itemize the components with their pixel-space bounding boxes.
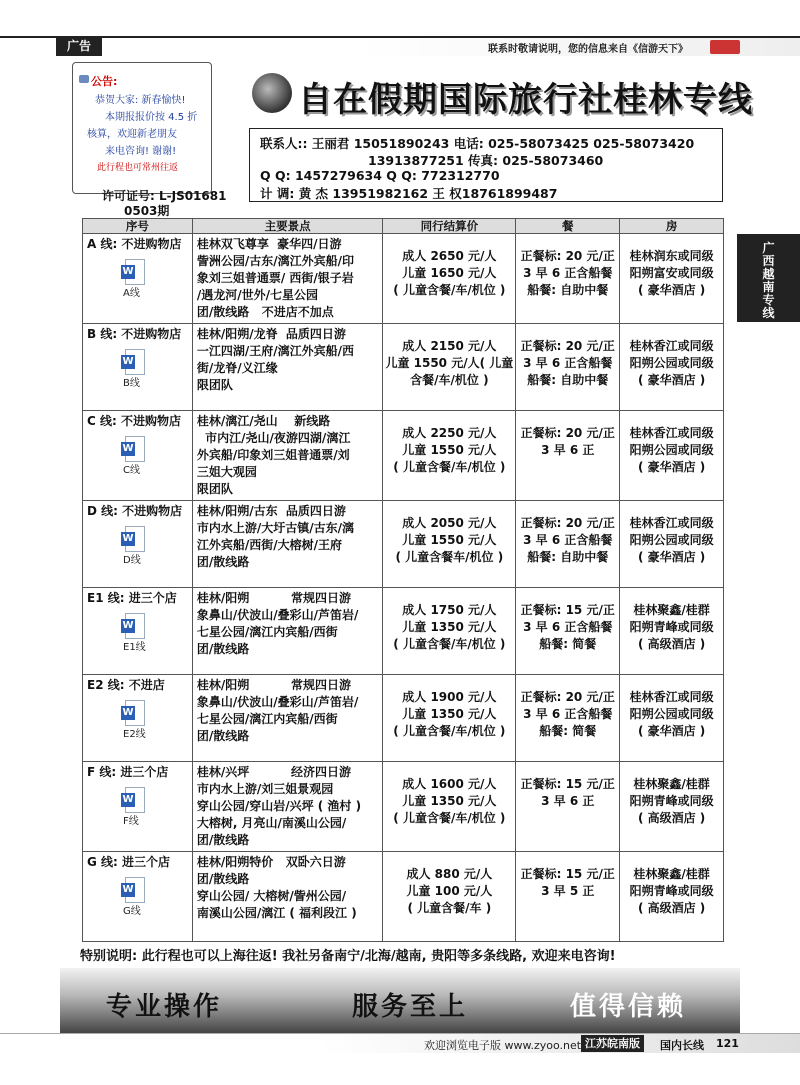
side-tab-char: 南 — [762, 280, 775, 294]
spots-line: 团/散线路 — [196, 729, 250, 743]
meal-line: 船餐: 自助中餐 — [527, 550, 609, 564]
price-line: ( 儿童含餐/车 ) — [407, 901, 492, 915]
table-row — [83, 852, 724, 942]
website-link[interactable]: 欢迎浏览电子版 www.zyoo.net — [424, 1039, 582, 1052]
route-name: A 线: 不进购物店 — [87, 237, 182, 251]
route-cell — [83, 501, 193, 588]
room-cell — [620, 852, 724, 942]
footer-bar — [0, 1033, 800, 1053]
room-cell — [620, 762, 724, 852]
side-tab-char: 广 — [762, 241, 775, 255]
price-line: 含餐/车/机位 ) — [410, 373, 489, 387]
spots-line: 市内水上游/大圩古镇/古东/漓 — [196, 521, 354, 535]
word-document-icon[interactable]: W — [121, 613, 145, 639]
room-line: 阳朔青峰或同级 — [629, 884, 714, 898]
notice-line: 恭贺大家: 新春愉快! — [95, 95, 186, 106]
notice-footer: 此行程也可常州往返 — [97, 163, 179, 173]
spots-line: 七星公园/漓江内宾船/西街 — [196, 625, 338, 639]
spots-line: 三姐大观园 — [196, 465, 257, 479]
price-line: 儿童 1550 元/人 — [402, 443, 497, 457]
room-line: 桂林香江或同级 — [629, 339, 714, 353]
room-line: ( 高级酒店 ) — [637, 811, 706, 825]
meal-line: 正餐标: 20 元/正 — [520, 426, 615, 440]
price-cell — [383, 852, 516, 942]
spots-line: 桂林/漓江/尧山 新线路 — [196, 414, 331, 428]
meal-line: 正餐标: 15 元/正 — [520, 603, 615, 617]
top-bar — [0, 36, 800, 56]
route-cell — [83, 588, 193, 675]
room-cell — [620, 234, 724, 324]
attachment-filename[interactable]: D线 — [123, 555, 141, 566]
price-line: ( 儿童含餐/车/机位 ) — [393, 460, 506, 474]
spots-line: 桂林/阳朔/龙脊 品质四日游 — [196, 327, 346, 341]
magazine-logo-icon — [710, 40, 740, 54]
slogan: 服务至上 — [352, 992, 469, 1022]
notice-title: 公告: — [91, 75, 118, 88]
word-document-icon[interactable]: W — [121, 787, 145, 813]
slogan: 值得信赖 — [570, 992, 687, 1022]
ad-tag: 广告 — [56, 36, 102, 56]
room-line: 桂林聚鑫/桂群 — [633, 777, 710, 791]
spots-line: /遇龙河/世外/七星公园 — [196, 288, 318, 302]
route-cell — [83, 852, 193, 942]
room-line: ( 豪华酒店 ) — [637, 460, 706, 474]
meal-line: 正餐标: 15 元/正 — [520, 777, 615, 791]
side-tab-char: 越 — [762, 267, 775, 281]
route-name: C 线: 不进购物店 — [87, 414, 181, 428]
special-note: 特别说明: 此行程也可以上海往返! 我社另备南宁/北海/越南, 贵阳等多条线路, 欢迎来电咨询! — [80, 949, 616, 964]
meal-line: 3 早 6 正含船餐 — [523, 620, 613, 634]
attachment-filename[interactable]: F线 — [123, 816, 139, 827]
room-line: 阳朔公园或同级 — [629, 356, 714, 370]
spots-line: 团/散线路 — [196, 872, 250, 886]
room-line: 桂林香江或同级 — [629, 690, 714, 704]
spots-line: 訾洲公园/古东/漓江外宾船/印 — [196, 254, 354, 268]
spots-line: 桂林/阳朔/古东 品质四日游 — [196, 504, 346, 518]
meal-cell — [516, 324, 620, 411]
room-cell — [620, 411, 724, 501]
route-cell — [83, 762, 193, 852]
side-tab-char: 专 — [762, 293, 775, 307]
spots-line: 桂林/阳朔特价 双卧六日游 — [196, 855, 346, 869]
route-cell — [83, 675, 193, 762]
room-line: 阳朔公园或同级 — [629, 707, 714, 721]
spots-line: 团/散线路 — [196, 833, 250, 847]
room-line: ( 豪华酒店 ) — [637, 283, 706, 297]
room-cell — [620, 588, 724, 675]
agency-title: 自在假期国际旅行社桂林专线 — [298, 80, 753, 120]
meal-cell — [516, 675, 620, 762]
meal-line: 3 早 6 正含船餐 — [523, 356, 613, 370]
price-line: 儿童 100 元/人 — [406, 884, 493, 898]
globe-logo-icon — [252, 73, 292, 113]
room-line: 阳朔公园或同级 — [629, 533, 714, 547]
spots-cell — [192, 675, 383, 762]
room-line: 桂林香江或同级 — [629, 516, 714, 530]
attachment-filename[interactable]: C线 — [123, 465, 140, 476]
price-line: ( 儿童含餐/车/机位 ) — [393, 811, 506, 825]
table-header-row — [83, 219, 724, 234]
meal-cell — [516, 411, 620, 501]
meal-line: 正餐标: 20 元/正 — [520, 339, 615, 353]
price-line: ( 儿童含餐/车/机位 ) — [393, 283, 506, 297]
spots-line: 团/散线路 — [196, 555, 250, 569]
meal-line: 正餐标: 15 元/正 — [520, 867, 615, 881]
route-cell — [83, 324, 193, 411]
meal-line: 3 早 6 正含船餐 — [523, 266, 613, 280]
spots-cell — [192, 762, 383, 852]
room-line: ( 豪华酒店 ) — [637, 550, 706, 564]
header-meal: 餐 — [516, 219, 620, 234]
license-number — [102, 189, 226, 219]
spots-cell — [192, 852, 383, 942]
notice-line: 来电咨询! 谢谢! — [105, 146, 177, 157]
price-line: 成人 2650 元/人 — [402, 249, 497, 263]
spots-line: 象刘三姐普通票/ 西街/银子岩 — [196, 271, 354, 285]
route-name: D 线: 不进购物店 — [87, 504, 183, 518]
table-row — [83, 411, 724, 501]
edition-badge: 江苏皖南版 — [581, 1035, 644, 1052]
meal-cell — [516, 234, 620, 324]
route-name: G 线: 进三个店 — [87, 855, 171, 869]
route-cell — [83, 411, 193, 501]
room-line: 桂林聚鑫/桂群 — [633, 603, 710, 617]
route-name: B 线: 不进购物店 — [87, 327, 182, 341]
contact-row: 13913877251 传真: 025-58073460 — [368, 153, 604, 168]
header-line: 序号 — [83, 219, 193, 234]
price-line: 成人 2050 元/人 — [402, 516, 497, 530]
notice-line: 本期报报价按 4.5 折 — [105, 112, 198, 123]
header-room: 房 — [620, 219, 724, 234]
attachment-filename[interactable]: G线 — [123, 906, 141, 917]
side-tab-char: 线 — [762, 306, 775, 320]
spots-cell — [192, 411, 383, 501]
meal-cell — [516, 501, 620, 588]
header-price: 同行结算价 — [383, 219, 516, 234]
header-spots: 主要景点 — [192, 219, 383, 234]
spots-line: 穿山公园/穿山岩/兴坪 ( 渔村 ) — [196, 799, 362, 813]
meal-line: 船餐: 自助中餐 — [527, 373, 609, 387]
contact-row: Q Q: 1457279634 Q Q: 772312770 — [260, 168, 500, 183]
notice-line: 核算，欢迎新老朋友 — [87, 129, 177, 140]
room-line: 桂林香江或同级 — [629, 426, 714, 440]
speaker-icon — [79, 75, 89, 83]
side-tab-char: 西 — [762, 254, 775, 268]
price-line: ( 儿童含餐/车/机位 ) — [393, 724, 506, 738]
spots-line: 外宾船/印象刘三姐普通票/刘 — [196, 448, 350, 462]
spots-line: 限团队 — [196, 378, 233, 392]
room-line: 阳朔青峰或同级 — [629, 620, 714, 634]
room-line: 桂林聚鑫/桂群 — [633, 867, 710, 881]
slogan: 专业操作 — [106, 992, 223, 1022]
meal-line: 3 早 6 正 — [541, 794, 595, 808]
room-cell — [620, 501, 724, 588]
spots-line: 穿山公园/ 大榕树/訾州公园/ — [196, 889, 347, 903]
meal-line: 3 早 6 正含船餐 — [523, 707, 613, 721]
word-document-icon[interactable]: W — [121, 349, 145, 375]
meal-line: 正餐标: 20 元/正 — [520, 516, 615, 530]
contact-row: 计 调: 黄 杰 13951982162 王 权18761899487 — [260, 186, 558, 201]
price-line: 儿童 1650 元/人 — [402, 266, 497, 280]
meal-line: 船餐: 自助中餐 — [527, 283, 609, 297]
spots-line: 象鼻山/伏波山/叠彩山/芦笛岩/ — [196, 608, 359, 622]
room-line: 阳朔青峰或同级 — [629, 794, 714, 808]
spots-line: 江外宾船/西街/大榕树/王府 — [196, 538, 342, 552]
attachment-filename[interactable]: B线 — [123, 378, 140, 389]
room-cell — [620, 324, 724, 411]
price-line: 成人 2250 元/人 — [402, 426, 497, 440]
price-cell — [383, 501, 516, 588]
source-note: 联系时敬请说明，您的信息来自《信游天下》 — [488, 44, 688, 55]
price-cell — [383, 675, 516, 762]
room-line: 桂林润东或同级 — [629, 249, 714, 263]
price-line: 儿童 1550 元/人 — [402, 533, 497, 547]
meal-cell — [516, 588, 620, 675]
meal-cell — [516, 762, 620, 852]
spots-line: 桂林双飞尊享 豪华四/日游 — [196, 237, 342, 251]
spots-line: 团/散线路 — [196, 642, 250, 656]
license-line: 许可证号: L-JS01681 — [102, 189, 227, 203]
room-line: ( 高级酒店 ) — [637, 901, 706, 915]
price-line: 成人 880 元/人 — [406, 867, 493, 881]
contact-row: 联系人:: 王丽君 15051890243 电话: 025-58073425 025-58073420 — [260, 136, 695, 151]
table-row — [83, 762, 724, 852]
price-line: ( 儿童含餐车/机位 ) — [395, 550, 504, 564]
room-line: ( 高级酒店 ) — [637, 637, 706, 651]
room-line: ( 豪华酒店 ) — [637, 373, 706, 387]
spots-line: 七星公园/漓江内宾船/西街 — [196, 712, 338, 726]
spots-line: 一江四湖/王府/漓江外宾船/西 — [196, 344, 354, 358]
license-issue: 0503期 — [124, 204, 170, 218]
route-name: E2 线: 不进店 — [87, 678, 165, 692]
meal-line: 船餐: 简餐 — [539, 637, 597, 651]
room-line: 阳朔公园或同级 — [629, 443, 714, 457]
spots-line: 市内江/尧山/夜游四湖/漓江 — [196, 431, 351, 445]
spots-line: 街/龙脊/义江缘 — [196, 361, 278, 375]
attachment-filename[interactable]: E2线 — [123, 729, 146, 740]
price-cell — [383, 234, 516, 324]
side-tab — [737, 234, 800, 322]
price-line: 成人 1600 元/人 — [402, 777, 497, 791]
section-name: 国内长线 — [660, 1039, 704, 1052]
room-line: ( 豪华酒店 ) — [637, 724, 706, 738]
price-line: 成人 1900 元/人 — [402, 690, 497, 704]
word-document-icon[interactable]: W — [121, 436, 145, 462]
price-line: 儿童 1350 元/人 — [402, 794, 497, 808]
price-line: 儿童 1350 元/人 — [402, 707, 497, 721]
spots-line: 南溪山公园/漓江 ( 福利段江 ) — [196, 906, 357, 920]
route-name: E1 线: 进三个店 — [87, 591, 177, 605]
contact-box — [249, 128, 723, 202]
spots-line: 象鼻山/伏波山/叠彩山/芦笛岩/ — [196, 695, 359, 709]
spots-line: 限团队 — [196, 482, 233, 496]
price-line: 成人 2150 元/人 — [402, 339, 497, 353]
word-document-icon[interactable]: W — [121, 700, 145, 726]
meal-line: 正餐标: 20 元/正 — [520, 690, 615, 704]
route-table — [82, 218, 724, 942]
table-row — [83, 588, 724, 675]
meal-line: 3 早 6 正含船餐 — [523, 533, 613, 547]
spots-line: 团/散线路 不进店不加点 — [196, 305, 334, 319]
page-number: 121 — [716, 1037, 739, 1050]
table-row — [83, 324, 724, 411]
price-line: ( 儿童含餐/车/机位 ) — [393, 637, 506, 651]
price-cell — [383, 588, 516, 675]
table-row — [83, 234, 724, 324]
spots-line: 桂林/阳朔 常规四日游 — [196, 678, 351, 692]
word-document-icon[interactable]: W — [121, 526, 145, 552]
word-document-icon[interactable]: W — [121, 259, 145, 285]
meal-line: 3 早 5 正 — [541, 884, 595, 898]
spots-cell — [192, 234, 383, 324]
meal-line: 正餐标: 20 元/正 — [520, 249, 615, 263]
route-cell — [83, 234, 193, 324]
spots-line: 桂林/阳朔 常规四日游 — [196, 591, 351, 605]
spots-cell — [192, 324, 383, 411]
route-name: F 线: 进三个店 — [87, 765, 169, 779]
notice-scroll — [72, 62, 212, 194]
spots-cell — [192, 588, 383, 675]
word-document-icon[interactable]: W — [121, 877, 145, 903]
meal-line: 船餐: 简餐 — [539, 724, 597, 738]
spots-line: 市内水上游/刘三姐景观园 — [196, 782, 334, 796]
price-cell — [383, 762, 516, 852]
meal-line: 3 早 6 正 — [541, 443, 595, 457]
room-cell — [620, 675, 724, 762]
price-line: 儿童 1550 元/人( 儿童 — [385, 356, 514, 370]
price-line: 儿童 1350 元/人 — [402, 620, 497, 634]
price-cell — [383, 324, 516, 411]
attachment-filename[interactable]: A线 — [123, 288, 140, 299]
price-line: 成人 1750 元/人 — [402, 603, 497, 617]
table-row — [83, 501, 724, 588]
attachment-filename[interactable]: E1线 — [123, 642, 146, 653]
spots-line: 大榕树, 月亮山/南溪山公园/ — [196, 816, 347, 830]
table-row — [83, 675, 724, 762]
spots-line: 桂林/兴坪 经济四日游 — [196, 765, 351, 779]
spots-cell — [192, 501, 383, 588]
meal-cell — [516, 852, 620, 942]
room-line: 阳朔富安或同级 — [629, 266, 714, 280]
price-cell — [383, 411, 516, 501]
